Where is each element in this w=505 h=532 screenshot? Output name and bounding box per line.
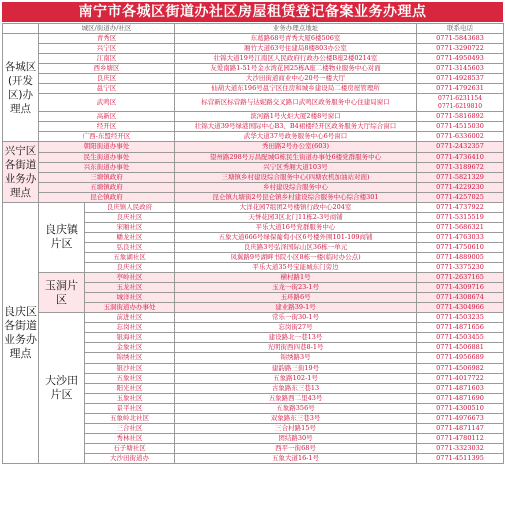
table-row [3, 34, 504, 44]
office-name: 良庆社区 [85, 212, 175, 222]
table-row [3, 202, 504, 212]
office-name: 三合社区 [85, 423, 175, 433]
col-header-address: 业务办理点地址 [175, 24, 417, 34]
table-row [3, 44, 504, 54]
office-name: 昆仑镇政府 [39, 192, 175, 202]
subgroup-liangqingzhen: 良庆镇片区 [39, 202, 85, 272]
office-name: 良庆镇人民政府 [85, 202, 175, 212]
office-address: 天誉花园3区北门11栋2-3号商铺 [175, 212, 417, 222]
office-address: 五象大道666号绿保葡萄小区6号楼外围101-109商铺 [175, 232, 417, 242]
office-phone: 0771-4871147 [417, 423, 504, 433]
table-row [3, 84, 504, 94]
office-name: 经开区 [39, 122, 175, 132]
office-phone: 0771-6336002 [417, 132, 504, 142]
office-name: 兴宁区 [39, 44, 175, 54]
office-name: 五象湖社区 [85, 252, 175, 262]
office-name: 银沙社区 [85, 363, 175, 373]
phone-line: 0771-6231154 [438, 94, 483, 102]
office-phone: 0771-4736410 [417, 152, 504, 162]
office-phone: 0771-4309716 [417, 283, 504, 293]
office-name: 银海社区 [85, 333, 175, 343]
office-name: 忘岗社区 [85, 323, 175, 333]
office-phone: 0771-3290722 [417, 44, 504, 54]
office-phone: 0771-4257025 [417, 192, 504, 202]
office-phone: 0771-4871690 [417, 393, 504, 403]
office-name: 武鸣区 [39, 94, 175, 112]
office-phone: 0771-4017722 [417, 373, 504, 383]
office-name: 五象社区 [85, 373, 175, 383]
office-address: 厢竹大道63号住建局8楼803办公室 [175, 44, 417, 54]
office-name: 朝阳街道办事处 [39, 142, 175, 152]
office-phone: 0771-4950493 [417, 54, 504, 64]
office-name: 玉洞街道办办事处 [85, 303, 175, 313]
office-name: 锦绣社区 [85, 353, 175, 363]
office-phone: 0771-4304966 [417, 303, 504, 313]
group-label-liangqing: 良庆区各街道业务办理点 [3, 202, 39, 463]
table-row [3, 132, 504, 142]
group-label-chengqu: 各城区(开发区)办理点 [3, 34, 39, 142]
office-phone: 0771-3323032 [417, 443, 504, 453]
table-row [3, 182, 504, 192]
office-address: 壮锦大道39号绿港国际中心B3、B4裙楼经开区政务服务大厅综合窗口 [175, 122, 417, 132]
header-row [3, 24, 504, 34]
office-address: 建业路39-1号 [175, 303, 417, 313]
table-row [3, 313, 504, 323]
office-name: 青秀区 [39, 34, 175, 44]
office-address: 壮锦大道19号江南区人民政府行政办公楼B座2楼0214室 [175, 54, 417, 64]
table-row [3, 112, 504, 122]
table-row [3, 122, 504, 132]
table-row [3, 74, 504, 84]
office-address: 三塘镇乡村建设综合服务中心(四塘农机加油站对面) [175, 172, 417, 182]
office-address: 兴宁区秀厢大道103号 [175, 162, 417, 172]
office-address: 团结路30号 [175, 433, 417, 443]
office-name: 大沙田街道办 [85, 453, 175, 463]
col-header-district: 城区/街道办/社区 [39, 24, 175, 34]
office-address: 仙葫大道东196号邕宁区住房和城乡建设局二楼房屋管理所 [175, 84, 417, 94]
table-row [3, 172, 504, 182]
office-address: 玉环路6号 [175, 293, 417, 303]
office-phone: 0771-4750610 [417, 242, 504, 252]
office-address: 光明街西四巷8-1号 [175, 343, 417, 353]
office-name: 五象岭北社区 [85, 413, 175, 423]
office-name: 良庆社区 [85, 263, 175, 273]
office-name: 阳光社区 [85, 383, 175, 393]
office-address: 建设路北一巷13号 [175, 333, 417, 343]
office-name: 兴东街道办事处 [39, 162, 175, 172]
office-phone [417, 94, 504, 112]
office-phone: 0771-4871656 [417, 323, 504, 333]
office-phone: 0771-2432357 [417, 142, 504, 152]
office-address: 武华大道37号政务服务中心6号窗口 [175, 132, 417, 142]
group-label-xingning: 兴宁区各街道业务办理点 [3, 142, 39, 202]
table-row [3, 273, 504, 283]
office-address: 双象路东三巷3号 [175, 413, 417, 423]
table-row [3, 162, 504, 172]
office-address: 平乐大道35号宝能城东门旁边 [175, 263, 417, 273]
office-name: 宋厢社区 [85, 222, 175, 232]
office-address: 望州路298号万昌配城G栋民生街道办事处6楼党群服务中心 [175, 152, 417, 162]
office-address: 大洋花园7组团2号楼镇行政中心204室 [175, 202, 417, 212]
office-phone: 0771-4300510 [417, 403, 504, 413]
office-address: 东葛路68号青秀大厦6楼506室 [175, 34, 417, 44]
office-name: 玉龙社区 [85, 283, 175, 293]
page-title: 南宁市各城区街道办社区房屋租赁登记备案业务办理点 [2, 2, 503, 22]
office-address: 滨河路1号火炬大厦2楼8号窗口 [175, 112, 417, 122]
office-address: 古象路东三巷13 [175, 383, 417, 393]
phone-line: 0771-6219810 [438, 102, 483, 110]
office-phone: 0771-4889005 [417, 252, 504, 262]
office-name: 江南区 [39, 54, 175, 64]
office-address: 凤翼路9号湖畔书院小区8栋一楼(临时办公点) [175, 252, 417, 262]
office-address: 五象路356号 [175, 403, 417, 413]
office-phone: 0771-4503235 [417, 313, 504, 323]
office-address: 友爱南路1-51号金水湾花园25栋A座二楼物业服务中心对面 [175, 64, 417, 74]
table-row [3, 94, 504, 112]
table-row [3, 142, 504, 152]
office-phone: 0771-2637165 [417, 273, 504, 283]
office-name: 亭岭社区 [85, 273, 175, 283]
office-phone: 0771-4780112 [417, 433, 504, 443]
table-row [3, 64, 504, 74]
office-name: 景平社区 [85, 403, 175, 413]
office-name: 五塘镇政府 [39, 182, 175, 192]
office-phone: 0771-4515030 [417, 122, 504, 132]
office-name: 广西-东盟经开区 [39, 132, 175, 142]
office-address: 玉龙一街23-1号 [175, 283, 417, 293]
table-row [3, 152, 504, 162]
office-address: 五象路西二里43号 [175, 393, 417, 403]
office-phone: 0771-4503455 [417, 333, 504, 343]
office-address: 建韵路三街19号 [175, 363, 417, 373]
office-table [2, 23, 504, 464]
office-address: 横村路1号 [175, 273, 417, 283]
office-address: 常乐一街30-1号 [175, 313, 417, 323]
col-header-phone: 联系电话 [417, 24, 504, 34]
office-address: 锦绣路3号 [175, 353, 417, 363]
office-address: 忘岗街27号 [175, 323, 417, 333]
office-name: 民生街道办事处 [39, 152, 175, 162]
office-phone: 0771-4763033 [417, 232, 504, 242]
office-phone: 0771-4737922 [417, 202, 504, 212]
office-phone: 0771-3375230 [417, 263, 504, 273]
office-address: 三合村路15号 [175, 423, 417, 433]
office-phone: 0771-4871603 [417, 383, 504, 393]
office-name: 邕宁区 [39, 84, 175, 94]
office-address: 昆仑镇九塘街2号昆仑镇乡村建设综合服务中心综合楼301 [175, 192, 417, 202]
office-address: 乡村建设综合服务中心 [175, 182, 417, 192]
office-phone: 0771-4229230 [417, 182, 504, 192]
office-phone: 0771-5821329 [417, 172, 504, 182]
office-name: 三塘镇政府 [39, 172, 175, 182]
office-address: 平乐大道16号党群服务中心 [175, 222, 417, 232]
subgroup-yudong: 玉洞片区 [39, 273, 85, 313]
office-name: 城洋社区 [85, 293, 175, 303]
office-address: 五象路102-1号 [175, 373, 417, 383]
subgroup-dashatian: 大沙田片区 [39, 313, 85, 464]
office-name: 金象社区 [85, 343, 175, 353]
office-address: 标营新区标营路与达妮路交叉路口武鸣区政务服务中心住建局窗口 [175, 94, 417, 112]
office-name: 蟠龙社区 [85, 232, 175, 242]
office-name: 前进社区 [85, 313, 175, 323]
office-phone: 0771-3189672 [417, 162, 504, 172]
office-address: 良庆路3号弘泽国际山区36栋一单元 [175, 242, 417, 252]
office-phone: 0771-5686321 [417, 222, 504, 232]
office-phone: 0771-5843683 [417, 34, 504, 44]
table-row [3, 192, 504, 202]
office-address: 五象大道16-1号 [175, 453, 417, 463]
office-phone: 0771-3145603 [417, 64, 504, 74]
office-name: 高新区 [39, 112, 175, 122]
office-phone: 0771-4506881 [417, 343, 504, 353]
table-row [3, 54, 504, 64]
office-phone: 0771-4308674 [417, 293, 504, 303]
office-phone: 0771-4928537 [417, 74, 504, 84]
office-phone: 0771-4792631 [417, 84, 504, 94]
office-name: 西乡塘区 [39, 64, 175, 74]
office-phone: 0771-5315519 [417, 212, 504, 222]
office-name: 弘良社区 [85, 242, 175, 252]
office-phone: 0771-4511395 [417, 453, 504, 463]
office-address: 大沙田街道商业中心20号一楼大厅 [175, 74, 417, 84]
office-address: 秀田路2号办公室(603) [175, 142, 417, 152]
office-phone: 0771-4506982 [417, 363, 504, 373]
office-name: 良庆区 [39, 74, 175, 84]
office-address: 西平一街68号 [175, 443, 417, 453]
office-name: 秀林社区 [85, 433, 175, 443]
office-phone: 0771-4976673 [417, 413, 504, 423]
office-name: 石子塘社区 [85, 443, 175, 453]
office-phone: 0771-4956689 [417, 353, 504, 363]
office-name: 玉象社区 [85, 393, 175, 403]
office-phone: 0771-5816892 [417, 112, 504, 122]
